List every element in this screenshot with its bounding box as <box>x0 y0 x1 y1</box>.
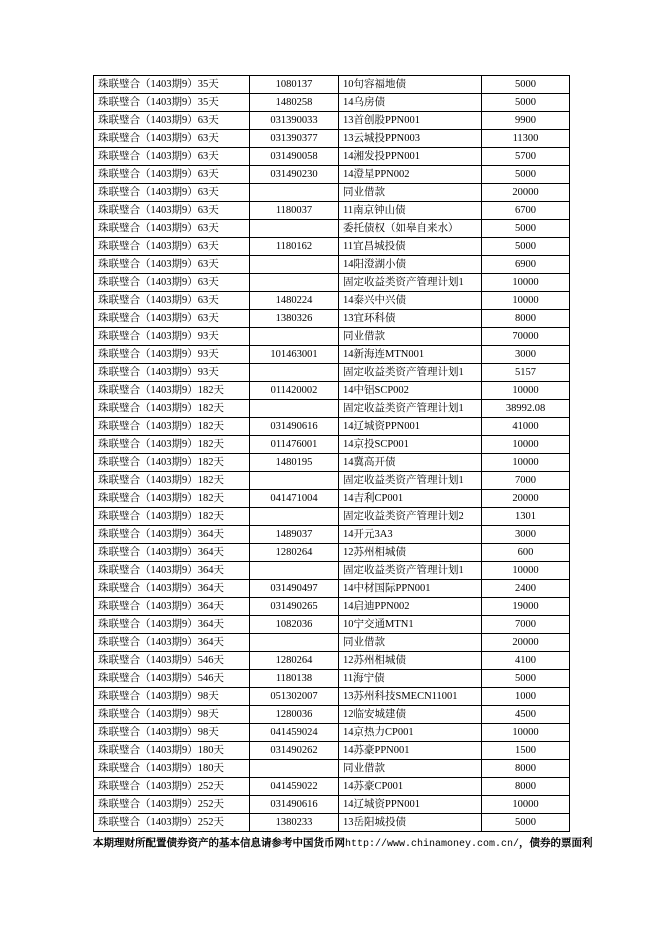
cell-bond-code: 031490616 <box>250 418 339 436</box>
cell-amount: 5000 <box>482 76 570 94</box>
cell-product: 珠联璧合（1403期9）180天 <box>94 742 250 760</box>
cell-product: 珠联璧合（1403期9）98天 <box>94 688 250 706</box>
cell-amount: 4500 <box>482 706 570 724</box>
cell-product: 珠联璧合（1403期9）35天 <box>94 76 250 94</box>
cell-bond-code: 011420002 <box>250 382 339 400</box>
cell-product: 珠联璧合（1403期9）182天 <box>94 472 250 490</box>
cell-product: 珠联璧合（1403期9）98天 <box>94 724 250 742</box>
table-row <box>94 760 570 778</box>
cell-product: 珠联璧合（1403期9）182天 <box>94 400 250 418</box>
cell-product: 珠联璧合（1403期9）63天 <box>94 148 250 166</box>
table-row <box>94 598 570 616</box>
table-row <box>94 544 570 562</box>
cell-amount: 8000 <box>482 310 570 328</box>
cell-product: 珠联璧合（1403期9）93天 <box>94 328 250 346</box>
cell-amount: 5700 <box>482 148 570 166</box>
cell-bond-code: 1380326 <box>250 310 339 328</box>
cell-amount: 7000 <box>482 472 570 490</box>
table-row <box>94 76 570 94</box>
cell-amount: 3000 <box>482 526 570 544</box>
cell-amount: 38992.08 <box>482 400 570 418</box>
cell-bond-code: 041459022 <box>250 778 339 796</box>
cell-product: 珠联璧合（1403期9）252天 <box>94 796 250 814</box>
table-row <box>94 238 570 256</box>
table-row <box>94 418 570 436</box>
cell-product: 珠联璧合（1403期9）182天 <box>94 454 250 472</box>
cell-product: 珠联璧合（1403期9）63天 <box>94 310 250 328</box>
cell-bond-code: 051302007 <box>250 688 339 706</box>
table-row <box>94 562 570 580</box>
table-row <box>94 184 570 202</box>
cell-amount: 5000 <box>482 220 570 238</box>
cell-amount: 20000 <box>482 490 570 508</box>
cell-amount: 11300 <box>482 130 570 148</box>
bond-holdings-table <box>93 75 570 832</box>
cell-product: 珠联璧合（1403期9）182天 <box>94 436 250 454</box>
cell-bond-name: 14新海连MTN001 <box>339 346 482 364</box>
cell-bond-code <box>250 274 339 292</box>
cell-amount: 3000 <box>482 346 570 364</box>
cell-bond-code: 031390377 <box>250 130 339 148</box>
table-row <box>94 454 570 472</box>
cell-bond-name: 14中材国际PPN001 <box>339 580 482 598</box>
cell-bond-name: 13苏州科技SMECN11001 <box>339 688 482 706</box>
cell-bond-name: 14启迪PPN002 <box>339 598 482 616</box>
cell-bond-name: 14京投SCP001 <box>339 436 482 454</box>
cell-bond-code <box>250 760 339 778</box>
cell-amount: 10000 <box>482 562 570 580</box>
cell-amount: 8000 <box>482 760 570 778</box>
cell-amount: 5000 <box>482 238 570 256</box>
table-row <box>94 688 570 706</box>
cell-amount: 9900 <box>482 112 570 130</box>
cell-product: 珠联璧合（1403期9）546天 <box>94 652 250 670</box>
table-row <box>94 94 570 112</box>
table-row <box>94 634 570 652</box>
table-row <box>94 724 570 742</box>
cell-bond-name: 同业借款 <box>339 184 482 202</box>
cell-amount: 20000 <box>482 634 570 652</box>
cell-bond-name: 固定收益类资产管理计划1 <box>339 400 482 418</box>
cell-product: 珠联璧合（1403期9）364天 <box>94 562 250 580</box>
cell-bond-code: 031390033 <box>250 112 339 130</box>
cell-bond-name: 14乌房债 <box>339 94 482 112</box>
cell-bond-code: 1489037 <box>250 526 339 544</box>
holdings-table-container <box>93 75 569 832</box>
table-row <box>94 130 570 148</box>
table-row <box>94 202 570 220</box>
cell-product: 珠联璧合（1403期9）182天 <box>94 508 250 526</box>
cell-product: 珠联璧合（1403期9）364天 <box>94 544 250 562</box>
cell-amount: 1500 <box>482 742 570 760</box>
cell-bond-code <box>250 472 339 490</box>
cell-product: 珠联璧合（1403期9）364天 <box>94 580 250 598</box>
cell-amount: 5157 <box>482 364 570 382</box>
cell-amount: 5000 <box>482 94 570 112</box>
table-row <box>94 400 570 418</box>
cell-amount: 600 <box>482 544 570 562</box>
footnote-text-before: 本期理财所配置债券资产的基本信息请参考中国货币网 <box>93 838 345 849</box>
cell-product: 珠联璧合（1403期9）182天 <box>94 490 250 508</box>
cell-amount: 1301 <box>482 508 570 526</box>
cell-bond-name: 10句容福地债 <box>339 76 482 94</box>
cell-bond-code: 1480258 <box>250 94 339 112</box>
cell-bond-name: 同业借款 <box>339 760 482 778</box>
cell-amount: 4100 <box>482 652 570 670</box>
cell-bond-code: 031490497 <box>250 580 339 598</box>
cell-product: 珠联璧合（1403期9）182天 <box>94 382 250 400</box>
cell-bond-name: 14吉利CP001 <box>339 490 482 508</box>
table-row <box>94 472 570 490</box>
table-row <box>94 796 570 814</box>
cell-amount: 5000 <box>482 670 570 688</box>
cell-bond-name: 14泰兴中兴债 <box>339 292 482 310</box>
cell-amount: 7000 <box>482 616 570 634</box>
cell-bond-code: 1080137 <box>250 76 339 94</box>
cell-amount: 70000 <box>482 328 570 346</box>
cell-bond-name: 11南京钟山债 <box>339 202 482 220</box>
table-row <box>94 310 570 328</box>
footnote-text-after: ，债券的票面利 <box>519 838 593 849</box>
cell-bond-name: 14阳澄湖小债 <box>339 256 482 274</box>
cell-bond-code: 011476001 <box>250 436 339 454</box>
table-row <box>94 526 570 544</box>
table-row <box>94 220 570 238</box>
cell-bond-name: 12临安城建债 <box>339 706 482 724</box>
cell-bond-name: 固定收益类资产管理计划1 <box>339 364 482 382</box>
cell-product: 珠联璧合（1403期9）63天 <box>94 238 250 256</box>
cell-bond-code: 1480224 <box>250 292 339 310</box>
cell-product: 珠联璧合（1403期9）180天 <box>94 760 250 778</box>
cell-product: 珠联璧合（1403期9）546天 <box>94 670 250 688</box>
cell-bond-name: 14开元3A3 <box>339 526 482 544</box>
table-row <box>94 436 570 454</box>
cell-bond-name: 12苏州相城债 <box>339 544 482 562</box>
cell-bond-name: 14湘发投PPN001 <box>339 148 482 166</box>
cell-bond-name: 11宜昌城投债 <box>339 238 482 256</box>
cell-amount: 6900 <box>482 256 570 274</box>
cell-product: 珠联璧合（1403期9）182天 <box>94 418 250 436</box>
table-row <box>94 256 570 274</box>
cell-amount: 2400 <box>482 580 570 598</box>
table-row <box>94 580 570 598</box>
cell-bond-code: 1180162 <box>250 238 339 256</box>
cell-product: 珠联璧合（1403期9）364天 <box>94 526 250 544</box>
cell-product: 珠联璧合（1403期9）93天 <box>94 364 250 382</box>
cell-product: 珠联璧合（1403期9）98天 <box>94 706 250 724</box>
cell-bond-code: 1280264 <box>250 652 339 670</box>
cell-product: 珠联璧合（1403期9）364天 <box>94 634 250 652</box>
table-row <box>94 274 570 292</box>
cell-bond-name: 14中铝SCP002 <box>339 382 482 400</box>
cell-product: 珠联璧合（1403期9）364天 <box>94 616 250 634</box>
cell-bond-code: 031490265 <box>250 598 339 616</box>
cell-bond-name: 固定收益类资产管理计划2 <box>339 508 482 526</box>
cell-product: 珠联璧合（1403期9）63天 <box>94 220 250 238</box>
table-row <box>94 508 570 526</box>
cell-amount: 5000 <box>482 166 570 184</box>
table-row <box>94 616 570 634</box>
cell-amount: 5000 <box>482 814 570 832</box>
cell-bond-name: 14澄星PPN002 <box>339 166 482 184</box>
cell-amount: 1000 <box>482 688 570 706</box>
cell-bond-code: 031490616 <box>250 796 339 814</box>
cell-amount: 10000 <box>482 454 570 472</box>
cell-product: 珠联璧合（1403期9）63天 <box>94 130 250 148</box>
table-row <box>94 652 570 670</box>
cell-bond-name: 14京热力CP001 <box>339 724 482 742</box>
cell-amount: 8000 <box>482 778 570 796</box>
cell-bond-name: 14苏豪CP001 <box>339 778 482 796</box>
cell-amount: 10000 <box>482 292 570 310</box>
table-row <box>94 112 570 130</box>
cell-bond-code <box>250 328 339 346</box>
cell-bond-name: 14辽城资PPN001 <box>339 418 482 436</box>
cell-amount: 41000 <box>482 418 570 436</box>
cell-product: 珠联璧合（1403期9）63天 <box>94 166 250 184</box>
table-row <box>94 382 570 400</box>
cell-amount: 20000 <box>482 184 570 202</box>
cell-bond-code: 041459024 <box>250 724 339 742</box>
cell-product: 珠联璧合（1403期9）93天 <box>94 346 250 364</box>
cell-bond-name: 13云城投PPN003 <box>339 130 482 148</box>
cell-bond-name: 14冀高开债 <box>339 454 482 472</box>
cell-bond-code: 031490058 <box>250 148 339 166</box>
cell-product: 珠联璧合（1403期9）252天 <box>94 778 250 796</box>
cell-bond-code: 031490230 <box>250 166 339 184</box>
cell-product: 珠联璧合（1403期9）252天 <box>94 814 250 832</box>
cell-bond-code: 1180138 <box>250 670 339 688</box>
cell-product: 珠联璧合（1403期9）63天 <box>94 112 250 130</box>
cell-bond-code: 101463001 <box>250 346 339 364</box>
table-row <box>94 742 570 760</box>
cell-bond-code: 1280036 <box>250 706 339 724</box>
table-row <box>94 292 570 310</box>
cell-bond-name: 10宁交通MTN1 <box>339 616 482 634</box>
cell-bond-code <box>250 256 339 274</box>
cell-bond-code <box>250 634 339 652</box>
cell-bond-name: 11海宁债 <box>339 670 482 688</box>
footnote <box>93 836 593 853</box>
cell-bond-name: 委托债权（如皋自来水） <box>339 220 482 238</box>
table-row <box>94 346 570 364</box>
table-row <box>94 328 570 346</box>
table-row <box>94 706 570 724</box>
cell-bond-code <box>250 400 339 418</box>
cell-product: 珠联璧合（1403期9）63天 <box>94 202 250 220</box>
table-row <box>94 364 570 382</box>
cell-product: 珠联璧合（1403期9）63天 <box>94 292 250 310</box>
cell-bond-code: 041471004 <box>250 490 339 508</box>
table-row <box>94 490 570 508</box>
cell-bond-name: 13首创股PPN001 <box>339 112 482 130</box>
cell-bond-name: 固定收益类资产管理计划1 <box>339 562 482 580</box>
cell-bond-code: 1280264 <box>250 544 339 562</box>
footnote-url: http://www.chinamoney.com.cn/ <box>345 839 520 850</box>
cell-amount: 19000 <box>482 598 570 616</box>
table-body <box>94 76 570 832</box>
cell-product: 珠联璧合（1403期9）63天 <box>94 274 250 292</box>
table-row <box>94 166 570 184</box>
cell-amount: 6700 <box>482 202 570 220</box>
cell-bond-name: 14苏豪PPN001 <box>339 742 482 760</box>
cell-product: 珠联璧合（1403期9）364天 <box>94 598 250 616</box>
table-row <box>94 814 570 832</box>
cell-bond-name: 13宜环科债 <box>339 310 482 328</box>
cell-bond-code <box>250 184 339 202</box>
cell-amount: 10000 <box>482 274 570 292</box>
cell-bond-code: 1480195 <box>250 454 339 472</box>
cell-product: 珠联璧合（1403期9）63天 <box>94 184 250 202</box>
cell-bond-name: 同业借款 <box>339 328 482 346</box>
cell-bond-code <box>250 220 339 238</box>
cell-bond-name: 固定收益类资产管理计划1 <box>339 274 482 292</box>
cell-bond-code: 1180037 <box>250 202 339 220</box>
cell-amount: 10000 <box>482 436 570 454</box>
cell-bond-code <box>250 562 339 580</box>
cell-bond-name: 12苏州相城债 <box>339 652 482 670</box>
cell-amount: 10000 <box>482 724 570 742</box>
cell-bond-name: 固定收益类资产管理计划1 <box>339 472 482 490</box>
cell-product: 珠联璧合（1403期9）35天 <box>94 94 250 112</box>
cell-amount: 10000 <box>482 382 570 400</box>
cell-amount: 10000 <box>482 796 570 814</box>
table-row <box>94 778 570 796</box>
cell-bond-code <box>250 364 339 382</box>
cell-bond-code <box>250 508 339 526</box>
table-row <box>94 148 570 166</box>
cell-bond-name: 14辽城资PPN001 <box>339 796 482 814</box>
cell-bond-name: 13岳阳城投债 <box>339 814 482 832</box>
cell-bond-name: 同业借款 <box>339 634 482 652</box>
cell-bond-code: 031490262 <box>250 742 339 760</box>
cell-product: 珠联璧合（1403期9）63天 <box>94 256 250 274</box>
cell-bond-code: 1082036 <box>250 616 339 634</box>
table-row <box>94 670 570 688</box>
cell-bond-code: 1380233 <box>250 814 339 832</box>
